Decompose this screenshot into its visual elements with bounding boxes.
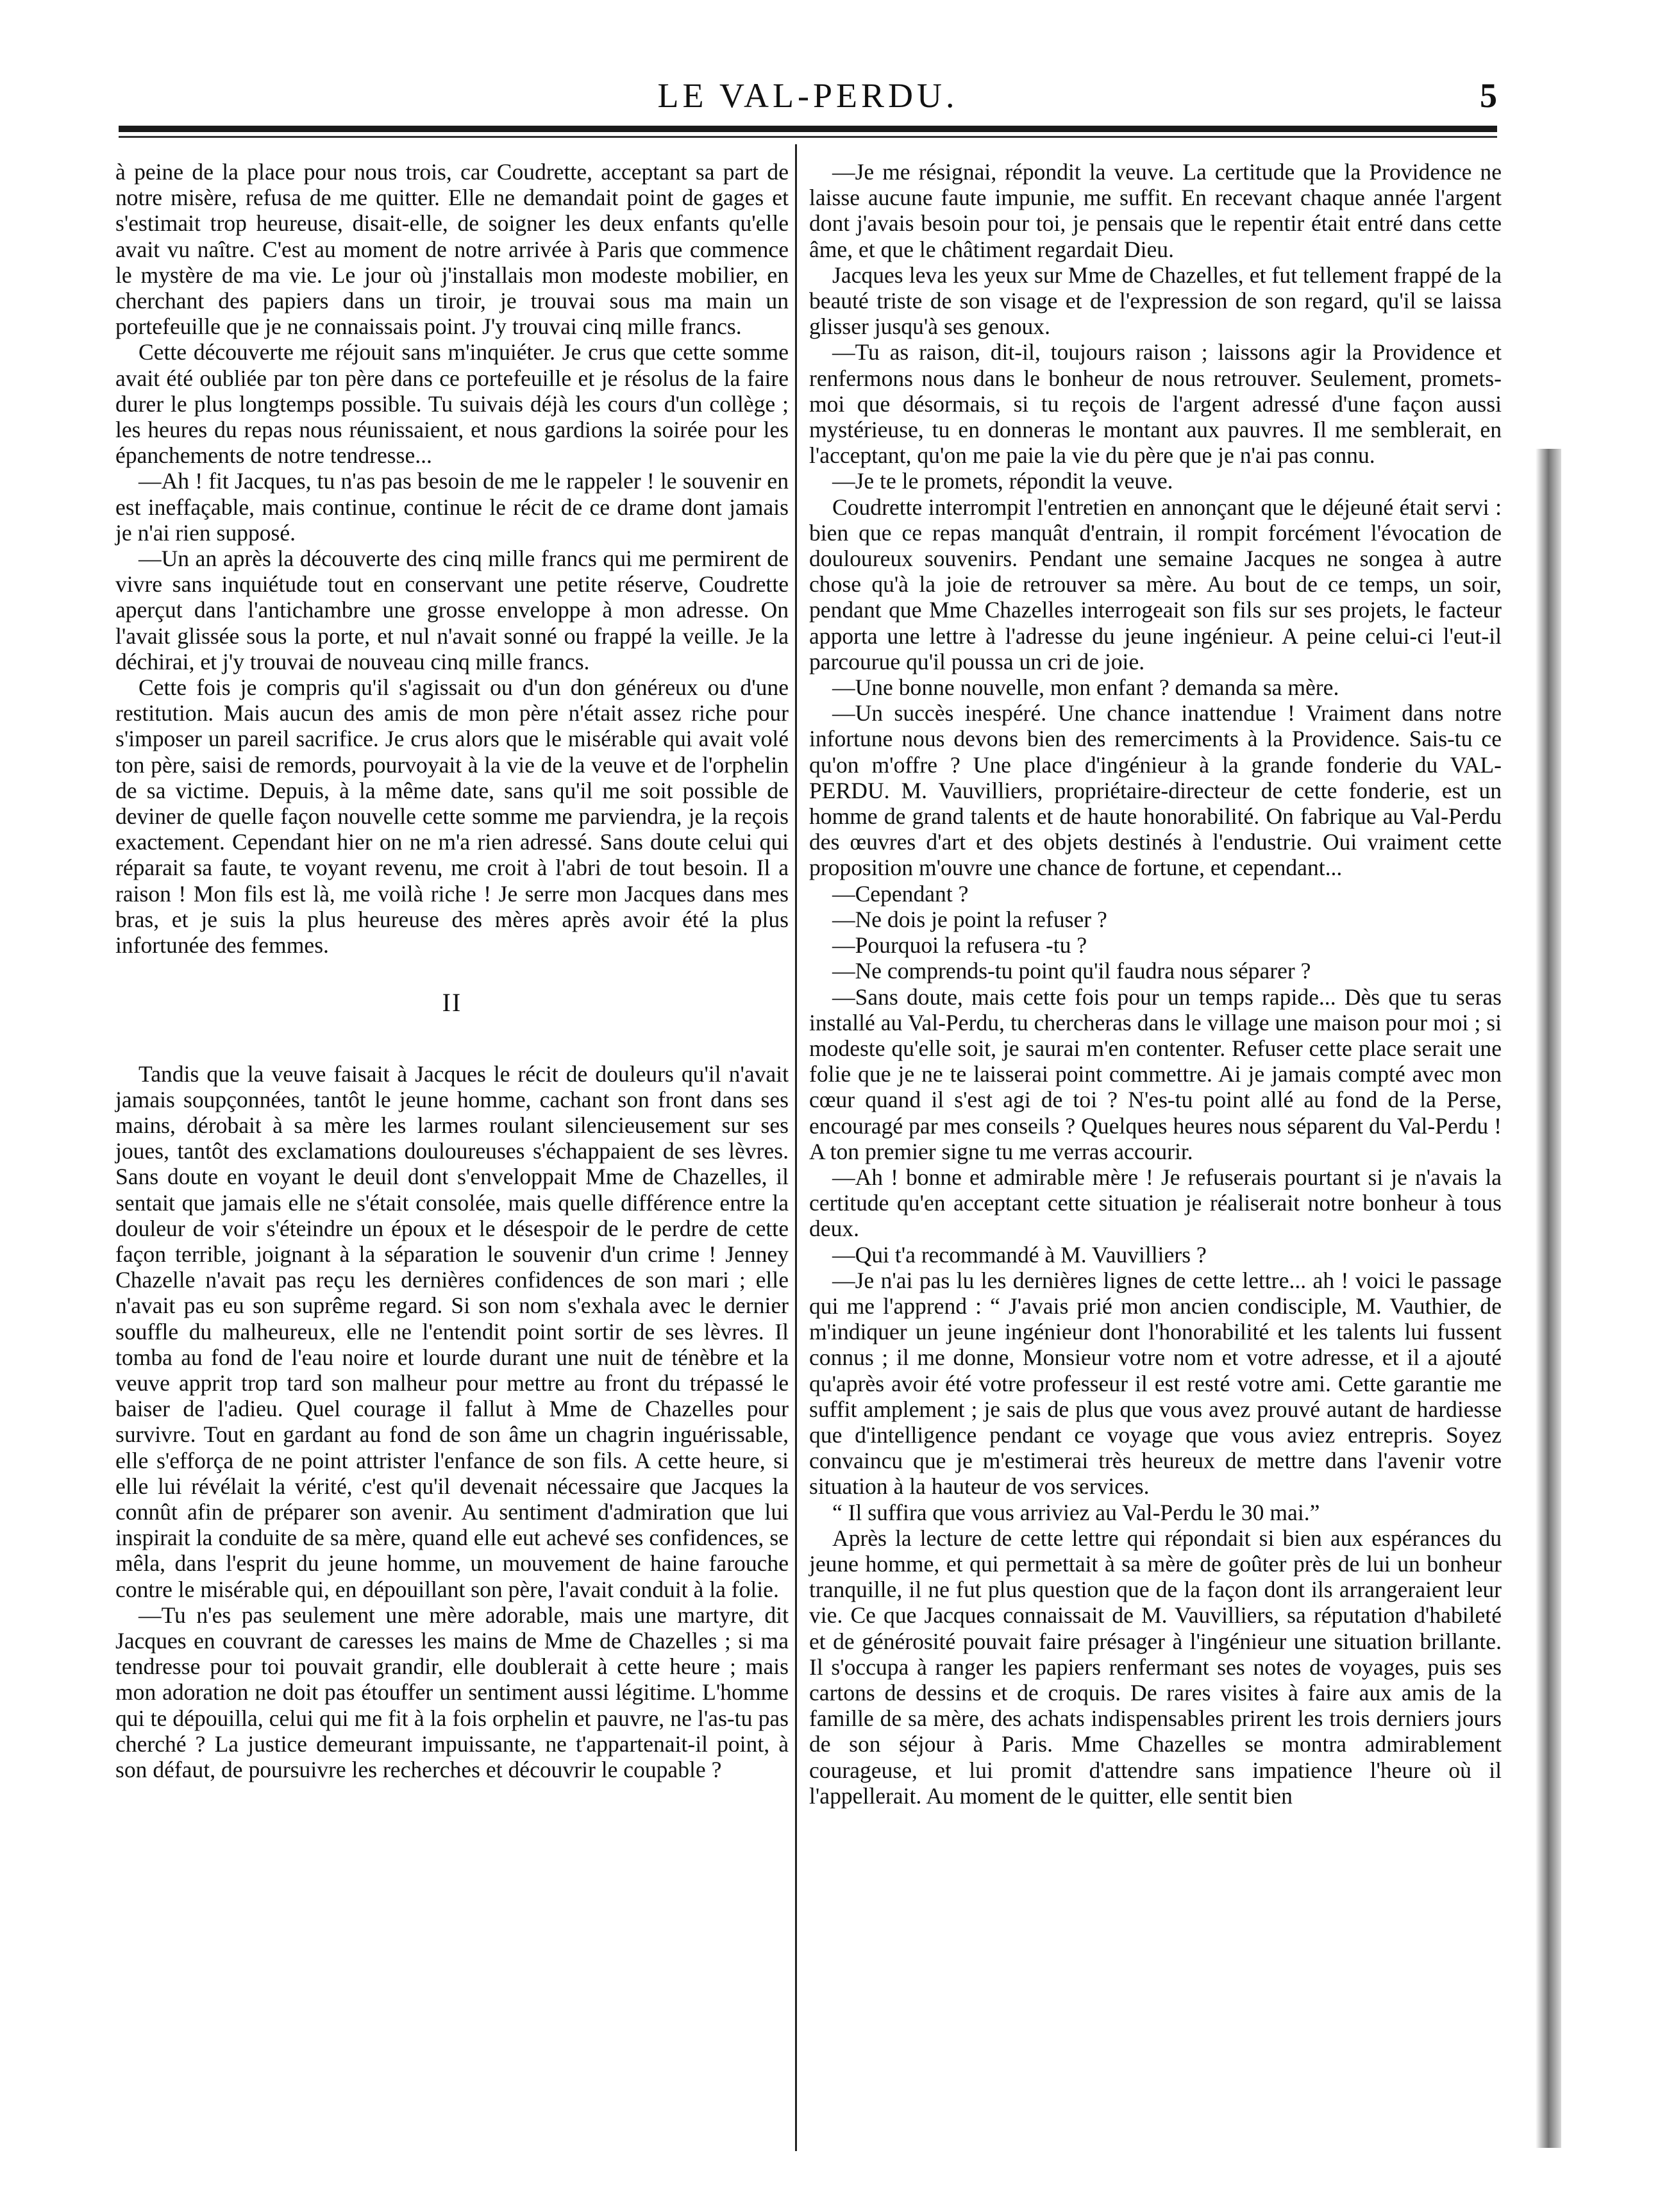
section-heading: II (442, 988, 462, 1018)
paragraph: Après la lecture de cette lettre qui répondait si bien aux espérances du jeune homme, et qui permettait à sa mère de goûter près de lui un bonheur tranquille, il ne fut plus question que de la façon dont ils arrangeraient leur vie. Ce que Jacques connaissait de M. Vauvilliers, sa réputation d'habileté et de générosité pouvait faire présager à l'ingénieur une situation brillante. Il s'occupa à ranger les papiers renfermant ses notes de voyages, puis ses cartons de dessins et de croquis. De rares visites à faire aux amis de la famille de sa mère, des achats indispensables prirent les trois derniers jours de son séjour à Paris. Mme Chazelles se montra admirablement courageuse, et lui promit d'attendre sans impatience l'heure où il l'appellerait. Au moment de le quitter, elle sentit bien (809, 1525, 1502, 1809)
paragraph: —Cependant ? (832, 880, 969, 907)
paragraph: —Je me résignai, répondit la veuve. La certitude que la Providence ne laisse aucune faute impunie, me suffit. En recevant chaque année l'argent dont j'avais besoin pour toi, je pensais que le repentir était entré dans cette âme, et que le châtiment regardait Dieu. (809, 159, 1502, 262)
paragraph: Tandis que la veuve faisait à Jacques le récit de douleurs qu'il n'avait jamais soupçonnées, tantôt le jeune homme, cachant son front dans ses mains, dérobait à sa mère les larmes roulant silencieusement sur ses joues, tantôt des exclamations douloureuses s'échappaient de ses lèvres. Sans doute en voyant le deuil dont s'enveloppait Mme de Chazelles, il sentait que jamais elle ne s'était consolée, mais quelle différence entre la douleur de voir s'éteindre un époux et le désespoir de le perdre de cette façon terrible, joignant à la séparation le souvenir d'un crime ! Jenney Chazelle n'avait pas reçu les dernières confidences de son mari ; elle n'avait pas eu son suprême regard. Si son nom s'exhala avec le dernier souffle du malheureux, elle ne l'entendit point sortir de ses lèvres. Il tomba au fond de l'eau noire et lourde durant une nuit de ténèbre et la veuve apprit trop tard son malheur pour mettre au front du trépassé le baiser de l'adieu. Quel courage il fallut à Mme de Chazelles pour survivre. Tout en gardant au fond de son âme un chagrin inguérissable, elle s'efforça de ne point attrister l'enfance de son fils. A cette heure, si elle lui révélait la vérité, c'est qu'il devenait nécessaire que Jacques la connût afin de préparer son avenir. Au sentiment d'admiration que lui inspirait la conduite de sa mère, quand elle eut achevé ses confidences, se mêla, dans l'esprit du jeune homme, un mouvement de haine farouche contre le misérable qui, en dépouillant son père, l'avait conduit à la folie. (115, 1060, 789, 1602)
page-number: 5 (1480, 76, 1497, 115)
paragraph: —Un succès inespéré. Une chance inattendue ! Vraiment dans notre infortune nous devons bien des remerciments à la Providence. Sais-tu ce qu'on m'offre ? Une place d'ingénieur à la grande fonderie du VAL-PERDU. M. Vauvilliers, propriétaire-directeur de cette fonderie, est un homme de grand talents et de haute honorabilité. On fabrique au Val-Perdu des œuvres d'art et des objets destinés à l'endustrie. Oui vraiment cette proposition m'ouvre une chance de fortune, et cependant... (809, 700, 1502, 881)
page-edge-shadow (1536, 449, 1561, 2148)
paragraph: —Ah ! bonne et admirable mère ! Je refuserais pourtant si je n'avais la certitude qu'en acceptant cette situation je réaliserait notre bonheur à tous deux. (809, 1164, 1502, 1242)
header-rule-thick (119, 126, 1497, 132)
paragraph: —Ne dois je point la refuser ? (832, 906, 1107, 932)
paragraph: —Qui t'a recommandé à M. Vauvilliers ? (832, 1241, 1207, 1268)
paragraph: —Tu n'es pas seulement une mère adorable, mais une martyre, dit Jacques en couvrant de caresses les mains de Mme de Chazelles ; si ma tendresse pour toi pouvait grandir, elle doublerait à cette heure ; mais mon adoration ne doit pas étouffer un sentiment aussi légitime. L'homme qui te dépouilla, celui qui me fit à la fois orphelin et pauvre, ne l'as-tu pas cherché ? La justice demeurant impuissante, ne t'appartenait-il point, à son défaut, de poursuivre les recherches et découvrir le coupable ? (115, 1602, 789, 1782)
paragraph: —Je n'ai pas lu les dernières lignes de cette lettre... ah ! voici le passage qui me l'apprend : “ J'avais prié mon ancien condisciple, M. Vauthier, de m'indiquer un jeune ingénieur dont l'honorabilité et les talents lui fussent connus ; il me donne, Monsieur votre nom et votre adresse, et il a ajouté qu'après avoir été votre professeur il est resté votre ami. Cette garantie me suffit amplement ; je sais de plus que vous avez prouvé autant de hardiesse que d'intelligence pendant ce voyage que vous aviez entrepris. Soyez convaincu que je m'estimerai très heureux de mettre dans l'avenir votre situation à la hauteur de vos services. (809, 1267, 1502, 1500)
paragraph: —Ne comprends-tu point qu'il faudra nous séparer ? (832, 958, 1311, 984)
paragraph: —Pourquoi la refusera -tu ? (832, 932, 1087, 959)
paragraph: Coudrette interrompit l'entretien en annonçant que le déjeuné était servi : bien que ce repas manquât d'entrain, il rompit forcément l'évocation de douloureux souvenirs. Pendant une semaine Jacques ne songea à autre chose qu'à la joie de retrouver sa mère. Au bout de ce temps, un soir, pendant que Mme Chazelles interrogeait son fils sur ses projets, le facteur apporta une lettre à l'adresse du jeune ingénieur. A peine celui-ci l'eut-il parcourue qu'il poussa un cri de joie. (809, 494, 1502, 674)
paragraph: —Sans doute, mais cette fois pour un temps rapide... Dès que tu seras installé au Val-Perdu, tu chercheras dans le village une maison pour moi ; si modeste qu'elle soit, je saurai m'en contenter. Refuser cette place serait une folie que je ne te laisserai point commettre. Ai je jamais compté avec mon cœur quand il s'est agi de toi ? N'es-tu point allé au fond de la Perse, encouragé par mes conseils ? Quelques heures nous séparent du Val-Perdu ! A ton premier signe tu me verras accourir. (809, 984, 1502, 1164)
paragraph: Cette fois je compris qu'il s'agissait ou d'un don généreux ou d'une restitution. Mais aucun des amis de mon père n'était assez riche pour s'imposer un pareil sacrifice. Je crus alors que le misérable qui avait volé ton père, saisi de remords, pourvoyait à la vie de la veuve et de l'orphelin de sa victime. Depuis, à la même date, sans qu'il me soit possible de deviner de quelle façon nouvelle cette somme me parviendra, je la reçois exactement. Cependant hier on ne m'a rien adressé. Sans doute celui qui réparait sa faute, te voyant revenu, me croit à l'abri de tout besoin. Il a raison ! Mon fils est là, me voilà riche ! Je serre mon Jacques dans mes bras, et je suis la plus heureuse des mères après avoir été la plus infortunée des femmes. (115, 674, 789, 959)
header-rule-thin (119, 136, 1497, 138)
paragraph: à peine de la place pour nous trois, car Coudrette, acceptant sa part de notre misère, refusa de me quitter. Elle ne demandait point de gages et s'estimait trop heureuse, disait-elle, de soigner les deux enfants qu'elle avait vu naître. C'est au moment de notre arrivée à Paris que commence le mystère de ma vie. Le jour où j'installais mon modeste mobilier, en cherchant des papiers dans un tiroir, je trouvai sous ma main un portefeuille que je ne connaissais point. J'y trouvai cinq mille francs. (115, 159, 789, 340)
paragraph: —Un an après la découverte des cinq mille francs qui me permirent de vivre sans inquiétude tout en conservant une petite réserve, Coudrette aperçut dans l'antichambre une grosse enveloppe à mon adresse. On l'avait glissée sous la porte, et nul n'avait sonné ou frappé la veille. Je la déchirai, et j'y trouvai de nouveau cinq mille francs. (115, 546, 789, 674)
paragraph: —Je te le promets, répondit la veuve. (832, 468, 1173, 494)
page-header (119, 76, 1497, 123)
paragraph: —Tu as raison, dit-il, toujours raison ; laissons agir la Providence et renfermons nous dans le bonheur de nous retrouver. Seulement, promets-moi que désormais, si tu reçois de l'argent adressé d'une façon aussi mystérieuse, tu en donneras le montant aux pauvres. Il me semblerait, en l'acceptant, qu'on me paie la vie du père que je n'ai pas connu. (809, 339, 1502, 469)
paragraph: Cette découverte me réjouit sans m'inquiéter. Je crus que cette somme avait été oubliée par ton père dans ce portefeuille et je résolus de la faire durer le plus longtemps possible. Tu suivais déjà les cours d'un collège ; les heures du repas nous réunissaient, et nous gardions la soirée pour les épanchements de notre tendresse... (115, 339, 789, 469)
right-column (809, 159, 1502, 1809)
running-title: LE VAL-PERDU. (657, 76, 959, 115)
column-divider (795, 144, 797, 2151)
paragraph: —Ah ! fit Jacques, tu n'as pas besoin de me le rappeler ! le souvenir en est ineffaçable, mais continue, continue le récit de ce drame dont jamais je n'ai rien supposé. (115, 468, 789, 546)
left-column (115, 159, 789, 1782)
paragraph: Jacques leva les yeux sur Mme de Chazelles, et fut tellement frappé de la beauté triste de son visage et de l'expression de son regard, qu'il se laissa glisser jusqu'à ses genoux. (809, 262, 1502, 340)
paragraph: “ Il suffira que vous arriviez au Val-Perdu le 30 mai.” (832, 1499, 1320, 1525)
paragraph: —Une bonne nouvelle, mon enfant ? demanda sa mère. (832, 674, 1339, 701)
